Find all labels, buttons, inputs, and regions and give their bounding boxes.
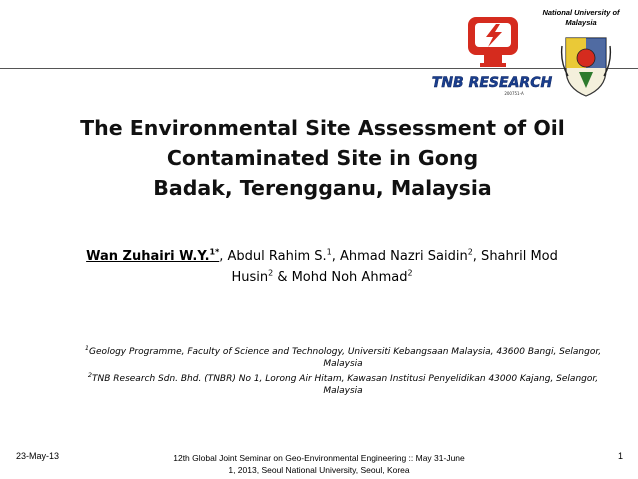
author-2-affiliation: 1: [326, 247, 332, 257]
lead-author-name: Wan Zuhairi W.Y.: [86, 249, 210, 264]
title-line-2: Contaminated Site in Gong: [166, 146, 479, 170]
footer-conference: [140, 452, 498, 476]
author-4-affiliation: 2: [268, 268, 274, 278]
author-4-name: , Shahril Mod Husin: [231, 249, 558, 285]
author-5-affiliation: 2: [407, 268, 413, 278]
university-crest-logo: [560, 32, 612, 98]
author-3-affiliation: 2: [467, 247, 473, 257]
slide-title: [60, 113, 585, 203]
title-line-3: Badak, Terengganu, Malaysia: [153, 176, 492, 200]
footer-conference-line2: 1, 2013, Seoul National University, Seoul, Korea: [228, 465, 410, 475]
author-3-name: , Ahmad Nazri Saidin: [331, 249, 468, 264]
lead-author-affiliation: 1*: [209, 247, 220, 257]
tnb-emblem-icon: [468, 17, 518, 67]
affiliation-1-marker: 1: [84, 344, 90, 352]
affiliation-1: [82, 346, 604, 370]
lead-author: [86, 249, 219, 264]
title-line-1: The Environmental Site Assessment of Oil: [80, 116, 565, 140]
footer-date: 23-May-13: [16, 451, 60, 461]
author-5-name: & Mohd Noh Ahmad: [273, 270, 408, 285]
tnb-research-logo: [430, 15, 554, 97]
university-label-line2: Malaysia: [565, 18, 597, 27]
university-label-line1: National University of: [542, 8, 620, 17]
affiliations: [82, 346, 604, 400]
affiliation-2: [82, 373, 604, 397]
author-list: [64, 246, 580, 288]
slide-number: 1: [618, 451, 624, 461]
tnb-logo-text: TNB RESEARCH: [431, 75, 553, 91]
author-2-name: , Abdul Rahim S.: [219, 249, 327, 264]
tnb-logo-subtext: 200751-A: [504, 91, 524, 96]
affiliation-2-text: TNB Research Sdn. Bhd. (TNBR) No 1, Lorong Air Hitam, Kawasan Institusi Penyelidikan 43000 Kajang, Selangor, Malaysia: [92, 374, 599, 396]
affiliation-2-marker: 2: [87, 371, 93, 379]
affiliation-1-text: Geology Programme, Faculty of Science and Technology, Universiti Kebangsaan Malaysia, 43600 Bangi, Selangor, Malaysia: [89, 347, 602, 369]
footer-conference-line1: 12th Global Joint Seminar on Geo-Environmental Engineering :: May 31-June: [173, 453, 465, 463]
